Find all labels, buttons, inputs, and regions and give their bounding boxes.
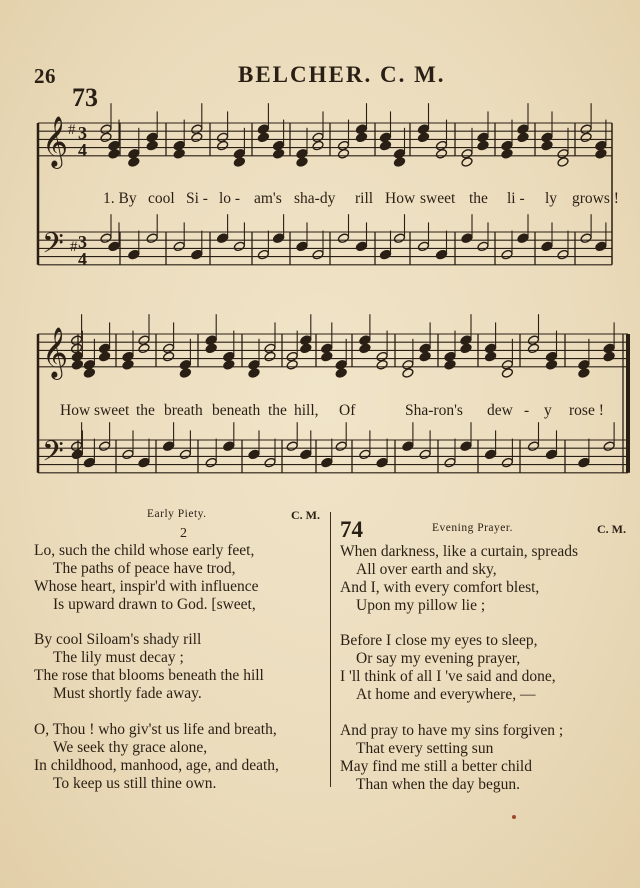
note-head xyxy=(501,148,513,159)
note-head xyxy=(286,359,298,370)
note-head xyxy=(580,132,592,143)
note-head xyxy=(83,457,95,468)
note-head xyxy=(128,157,140,168)
verse-line: Whose heart, inspir'd with influence xyxy=(34,578,259,595)
lyric-word: breath xyxy=(164,402,203,419)
note-head xyxy=(122,449,134,460)
note-head xyxy=(100,132,112,143)
note-head xyxy=(108,148,120,159)
note-head xyxy=(444,359,456,370)
verse-line: The rose that blooms beneath the hill xyxy=(34,667,264,684)
lyric-word: How xyxy=(60,402,91,419)
verse-line: May find me still a better child xyxy=(340,758,532,775)
lyric-word: Sha-ron's xyxy=(405,402,463,419)
key-sharp: # xyxy=(70,239,78,255)
note-head xyxy=(402,441,414,452)
note-head xyxy=(541,241,553,252)
lyric-word: sweet xyxy=(94,402,130,419)
note-head xyxy=(376,359,388,370)
music-system-2 xyxy=(38,314,628,475)
note-head xyxy=(517,233,529,244)
verse-line: O, Thou ! who giv'st us life and breath, xyxy=(34,721,277,738)
note-head xyxy=(460,343,472,354)
note-head xyxy=(264,351,276,362)
column-divider xyxy=(330,512,331,787)
verse-line: The lily must decay ; xyxy=(53,649,184,666)
note-head xyxy=(233,157,245,168)
note-head xyxy=(527,441,539,452)
note-head xyxy=(595,148,607,159)
note-head xyxy=(321,457,333,468)
lyric-word: Si - xyxy=(186,190,208,207)
verse-line: By cool Siloam's shady rill xyxy=(34,631,202,648)
lyric-word: sha-dy xyxy=(294,190,336,207)
note-head xyxy=(205,343,217,354)
verse-line: Than when the day begun. xyxy=(356,776,520,793)
note-head xyxy=(477,241,489,252)
lyric-word: beneath xyxy=(212,402,261,419)
verse-line: Before I close my eyes to sleep, xyxy=(340,632,538,649)
note-head xyxy=(248,449,260,460)
verse-line: When darkness, like a curtain, spreads xyxy=(340,543,579,560)
tune-title: BELCHER. C. M. xyxy=(238,62,446,87)
lyric-word: rose ! xyxy=(569,402,604,419)
note-head xyxy=(417,241,429,252)
note-head xyxy=(578,368,590,379)
note-head xyxy=(578,457,590,468)
note-head xyxy=(296,157,308,168)
verse-line: In childhood, manhood, age, and death, xyxy=(34,757,279,774)
note-head xyxy=(541,140,553,151)
lyric-word: rill xyxy=(355,190,374,207)
note-head xyxy=(402,368,414,379)
note-head xyxy=(300,449,312,460)
note-head xyxy=(272,233,284,244)
note-head xyxy=(223,359,235,370)
note-head xyxy=(461,157,473,168)
note-head xyxy=(595,241,607,252)
hymn-73-number: 73 xyxy=(72,83,98,112)
lyric-line-2 xyxy=(0,402,640,424)
lyric-word: the xyxy=(136,402,155,419)
key-sharp: # xyxy=(68,122,76,138)
note-head xyxy=(527,343,539,354)
note-head xyxy=(393,233,405,244)
lyric-word: dew xyxy=(487,402,513,419)
verse-line: Must shortly fade away. xyxy=(53,685,202,702)
note-head xyxy=(517,132,529,143)
note-head xyxy=(128,249,140,260)
note-head xyxy=(205,457,217,468)
note-head xyxy=(545,359,557,370)
note-head xyxy=(435,249,447,260)
lyric-word: sweet xyxy=(420,190,456,207)
note-head xyxy=(272,148,284,159)
lyric-word: y xyxy=(544,402,552,419)
verse-line: Or say my evening prayer, xyxy=(356,650,521,667)
note-head xyxy=(484,351,496,362)
note-head xyxy=(138,457,150,468)
note-head xyxy=(419,351,431,362)
note-head xyxy=(108,241,120,252)
lyric-word: How xyxy=(385,190,416,207)
right-hymn-meter: C. M. xyxy=(597,522,626,536)
note-head xyxy=(70,343,82,354)
verse-line: Lo, such the child whose early feet, xyxy=(34,542,255,559)
page-number: 26 xyxy=(34,64,56,88)
note-head xyxy=(223,441,235,452)
note-head xyxy=(603,441,615,452)
verse-line: The paths of peace have trod, xyxy=(53,560,236,577)
note-head xyxy=(146,140,158,151)
note-head xyxy=(419,449,431,460)
note-head xyxy=(603,351,615,362)
verse-line: At home and everywhere, — xyxy=(356,686,536,703)
time-sig-bottom: 4 xyxy=(78,249,87,269)
lyric-word: hill, xyxy=(294,402,319,419)
treble-clef: 𝄞 xyxy=(42,116,69,167)
note-head xyxy=(461,233,473,244)
note-head xyxy=(379,140,391,151)
verse-line: Is upward drawn to God. [sweet, xyxy=(53,596,256,613)
note-head xyxy=(146,233,158,244)
time-sig-bottom: 4 xyxy=(78,140,87,160)
note-head xyxy=(100,233,112,244)
note-head xyxy=(545,449,557,460)
lyric-word: am's xyxy=(254,190,282,207)
note-head xyxy=(122,359,134,370)
note-head xyxy=(321,351,333,362)
left-hymn-title: Early Piety. xyxy=(147,508,207,520)
note-head xyxy=(248,368,260,379)
verse-line: To keep us still thine own. xyxy=(53,775,217,792)
lyric-word: - xyxy=(524,402,530,419)
note-head xyxy=(484,449,496,460)
note-head xyxy=(393,157,405,168)
note-head xyxy=(312,140,324,151)
note-head xyxy=(501,457,513,468)
note-head xyxy=(359,343,371,354)
verse-line: I 'll think of all I 've said and done, xyxy=(340,668,556,685)
note-head xyxy=(501,368,513,379)
left-verse-number: 2 xyxy=(180,526,187,541)
note-head xyxy=(580,233,592,244)
note-head xyxy=(355,241,367,252)
note-head xyxy=(337,233,349,244)
note-head xyxy=(417,132,429,143)
treble-clef: 𝄞 xyxy=(42,327,69,378)
note-head xyxy=(179,449,191,460)
note-head xyxy=(83,368,95,379)
note-head xyxy=(257,249,269,260)
bass-clef: 𝄢 xyxy=(42,435,64,475)
note-head xyxy=(501,249,513,260)
note-head xyxy=(337,148,349,159)
lyric-word: the xyxy=(469,190,488,207)
lyric-word: ly xyxy=(545,190,558,207)
note-head xyxy=(173,148,185,159)
lyric-word: li - xyxy=(507,190,525,207)
ink-spot xyxy=(512,815,516,819)
note-head xyxy=(355,132,367,143)
note-head xyxy=(162,351,174,362)
note-head xyxy=(460,441,472,452)
time-sig-top: 3 xyxy=(78,123,87,143)
note-head xyxy=(179,368,191,379)
lyric-word: Of xyxy=(339,402,356,419)
note-head xyxy=(557,157,569,168)
lyric-line-1 xyxy=(0,190,640,212)
verse-line: All over earth and sky, xyxy=(356,561,497,578)
note-head xyxy=(264,457,276,468)
note-head xyxy=(296,241,308,252)
note-head xyxy=(98,351,110,362)
time-sig-top: 3 xyxy=(78,232,87,252)
note-head xyxy=(216,233,228,244)
verse-line: That every setting sun xyxy=(356,740,494,757)
note-head xyxy=(191,132,203,143)
lyric-word: 1. By xyxy=(103,190,137,207)
note-head xyxy=(557,249,569,260)
note-head xyxy=(233,241,245,252)
note-head xyxy=(359,449,371,460)
verse-line: We seek thy grace alone, xyxy=(53,739,208,756)
note-head xyxy=(173,241,185,252)
verse-line: And pray to have my sins forgiven ; xyxy=(340,722,564,739)
lyric-word: the xyxy=(268,402,287,419)
lyric-word: grows ! xyxy=(572,190,619,207)
bass-clef: 𝄢 xyxy=(42,227,64,267)
verse-line: Upon my pillow lie ; xyxy=(356,597,486,614)
note-head xyxy=(216,140,228,151)
lyric-word: lo - xyxy=(219,190,241,207)
note-head xyxy=(379,249,391,260)
note-head xyxy=(335,441,347,452)
note-head xyxy=(70,441,82,452)
note-head xyxy=(191,249,203,260)
note-head xyxy=(376,457,388,468)
note-head xyxy=(300,343,312,354)
note-head xyxy=(71,449,83,460)
left-hymn-meter: C. M. xyxy=(291,508,320,522)
note-head xyxy=(435,148,447,159)
note-head xyxy=(138,343,150,354)
note-head xyxy=(71,359,83,370)
note-head xyxy=(312,249,324,260)
note-head xyxy=(477,140,489,151)
note-head xyxy=(257,132,269,143)
note-head xyxy=(335,368,347,379)
right-hymn-title: Evening Prayer. xyxy=(432,522,513,534)
note-head xyxy=(286,441,298,452)
note-head xyxy=(98,441,110,452)
hymn-74-number: 74 xyxy=(340,517,363,542)
verse-line: And I, with every comfort blest, xyxy=(340,579,540,596)
lyric-word: cool xyxy=(148,190,175,207)
note-head xyxy=(162,441,174,452)
music-system-1 xyxy=(38,103,612,269)
note-head xyxy=(444,457,456,468)
